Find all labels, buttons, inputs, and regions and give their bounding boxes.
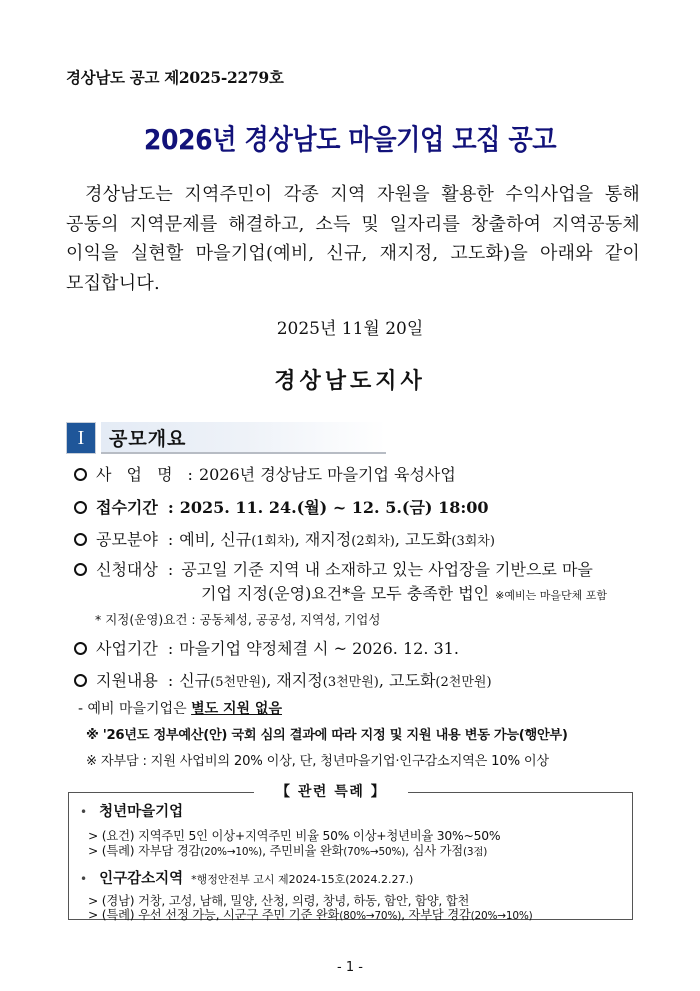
requirement-note: * 지정(운영)요건 : 공동체성, 공공성, 지역성, 기업성	[95, 612, 381, 627]
item-label: 공모분야	[96, 530, 158, 549]
item-label: 사 업 명	[96, 465, 178, 484]
group-heading-youth	[80, 800, 183, 821]
value-part: (1회차)	[251, 534, 295, 549]
value-part: , 재지정	[294, 530, 352, 549]
section-title: 공모개요	[101, 422, 386, 454]
overview-item-fields	[74, 527, 495, 550]
notice-number: 경상남도 공고 제2025-2279호	[66, 68, 284, 87]
intro-line: 이익을 실현할 마을기업(예비, 신규, 재지정, 고도화)을 아래와 같이	[66, 243, 640, 264]
group-heading-depopulation	[80, 867, 413, 888]
item-value: 마을기업 약정체결 시 ~ 2026. 12. 31.	[179, 639, 459, 658]
issuer-name: 경상남도지사	[274, 368, 426, 394]
circle-bullet-icon	[74, 501, 87, 514]
overview-item-project-period	[74, 636, 459, 659]
item-separator: :	[167, 671, 174, 690]
item-value: 기업 지정(운영)요건*을 모두 충족한 법인	[201, 584, 490, 603]
line-part: , 자부담 경감	[401, 908, 471, 922]
item-label: 신청대상	[96, 560, 158, 579]
circle-bullet-icon	[74, 468, 87, 481]
item-value: 공고일 기준 지역 내 소재하고 있는 사업장을 기반으로 마을	[181, 560, 593, 579]
value-part: , 고도화	[394, 530, 452, 549]
note-emphasis: 별도 지원 없음	[191, 701, 282, 717]
line-part: , 주민비율 완화	[262, 844, 344, 858]
line-part: (3점)	[462, 846, 488, 858]
line-part: (70%→50%)	[343, 846, 406, 858]
item-separator: :	[167, 498, 174, 517]
line-part: (20%→10%)	[200, 846, 263, 858]
line-part: > (특례) 자부담 경감	[88, 844, 201, 858]
overview-item-project-name	[74, 462, 456, 485]
value-part: (2회차)	[351, 534, 395, 549]
line-part: (80%→70%)	[339, 910, 402, 922]
special-provisions-title: 【 관련 특례 】	[254, 781, 408, 801]
value-part: , 재지정	[266, 671, 323, 690]
line-part: > (특례) 우선 선정 가능, 시군구 주민 기준 완화	[88, 908, 340, 922]
overview-item-eligibility	[74, 557, 593, 580]
overview-item-eligibility-cont	[201, 581, 607, 604]
line-part: (20%→10%)	[470, 910, 533, 922]
item-separator: :	[167, 560, 174, 579]
item-label: 사업기간	[96, 639, 158, 658]
intro-line: 경상남도는 지역주민이 각종 지역 자원을 활용한 수익사업을 통해	[85, 184, 640, 205]
prelim-support-note	[78, 698, 282, 718]
circle-bullet-icon	[74, 563, 87, 576]
item-separator: :	[167, 530, 174, 549]
item-label: 지원내용	[96, 671, 158, 690]
value-part: (3천만원)	[322, 675, 379, 690]
value-part: (2천만원)	[435, 675, 492, 690]
dot-bullet-icon: •	[80, 805, 88, 819]
group-note: *행정안전부 고시 제2024-15호(2024.2.27.)	[191, 873, 414, 886]
group-title: 인구감소지역	[99, 871, 184, 887]
section-number: I	[66, 422, 96, 454]
intro-line: 공동의 지역문제를 해결하고, 소득 및 일자리를 창출하여 지역공동체	[66, 213, 640, 235]
item-separator: :	[167, 639, 174, 658]
value-part: 신규	[179, 671, 211, 690]
item-value: 2026년 경상남도 마을기업 육성사업	[198, 465, 456, 484]
line-part: , 심사 가점	[405, 844, 463, 858]
intro-line: 모집합니다.	[66, 272, 160, 294]
item-value	[179, 668, 491, 691]
item-label: 접수기간	[96, 498, 158, 517]
self-burden-note: ※ 자부담 : 지원 사업비의 20% 이상, 단, 청년마을기업·인구감소지역은 10% 이상	[86, 754, 549, 769]
group-line: > (요건) 지역주민 5인 이상+지역주민 비율 50% 이상+청년비율 30%~50%	[88, 829, 501, 843]
value-part: , 고도화	[378, 671, 436, 690]
value-part: (3회차)	[451, 534, 495, 549]
circle-bullet-icon	[74, 533, 87, 546]
value-part: 예비, 신규	[179, 530, 252, 549]
value-part: (5천만원)	[210, 675, 267, 690]
item-value: 2025. 11. 24.(월) ~ 12. 5.(금) 18:00	[179, 498, 489, 517]
overview-item-support	[74, 668, 492, 691]
group-line	[88, 841, 487, 859]
document-title: 2026년 경상남도 마을기업 모집 공고	[143, 123, 557, 156]
item-separator: :	[187, 465, 193, 484]
circle-bullet-icon	[74, 642, 87, 655]
budget-note: ※ '26년도 정부예산(안) 국회 심의 결과에 따라 지정 및 지원 내용 변동 가능(행안부)	[86, 728, 568, 743]
overview-item-application-period	[74, 495, 489, 518]
intro-paragraph	[66, 180, 640, 298]
group-line	[88, 905, 533, 923]
section-header	[66, 422, 386, 456]
dot-bullet-icon: •	[80, 872, 88, 886]
note-text: - 예비 마을기업은	[78, 701, 192, 717]
page-number: - 1 -	[337, 960, 363, 975]
group-line: > (경남) 거창, 고성, 남해, 밀양, 산청, 의령, 창녕, 하동, 함안, 함양, 합천	[88, 894, 470, 908]
circle-bullet-icon	[74, 674, 87, 687]
item-value	[179, 527, 495, 550]
item-note: ※예비는 마을단체 포함	[495, 589, 607, 602]
group-title: 청년마을기업	[99, 804, 184, 820]
announcement-date: 2025년 11월 20일	[276, 319, 424, 339]
